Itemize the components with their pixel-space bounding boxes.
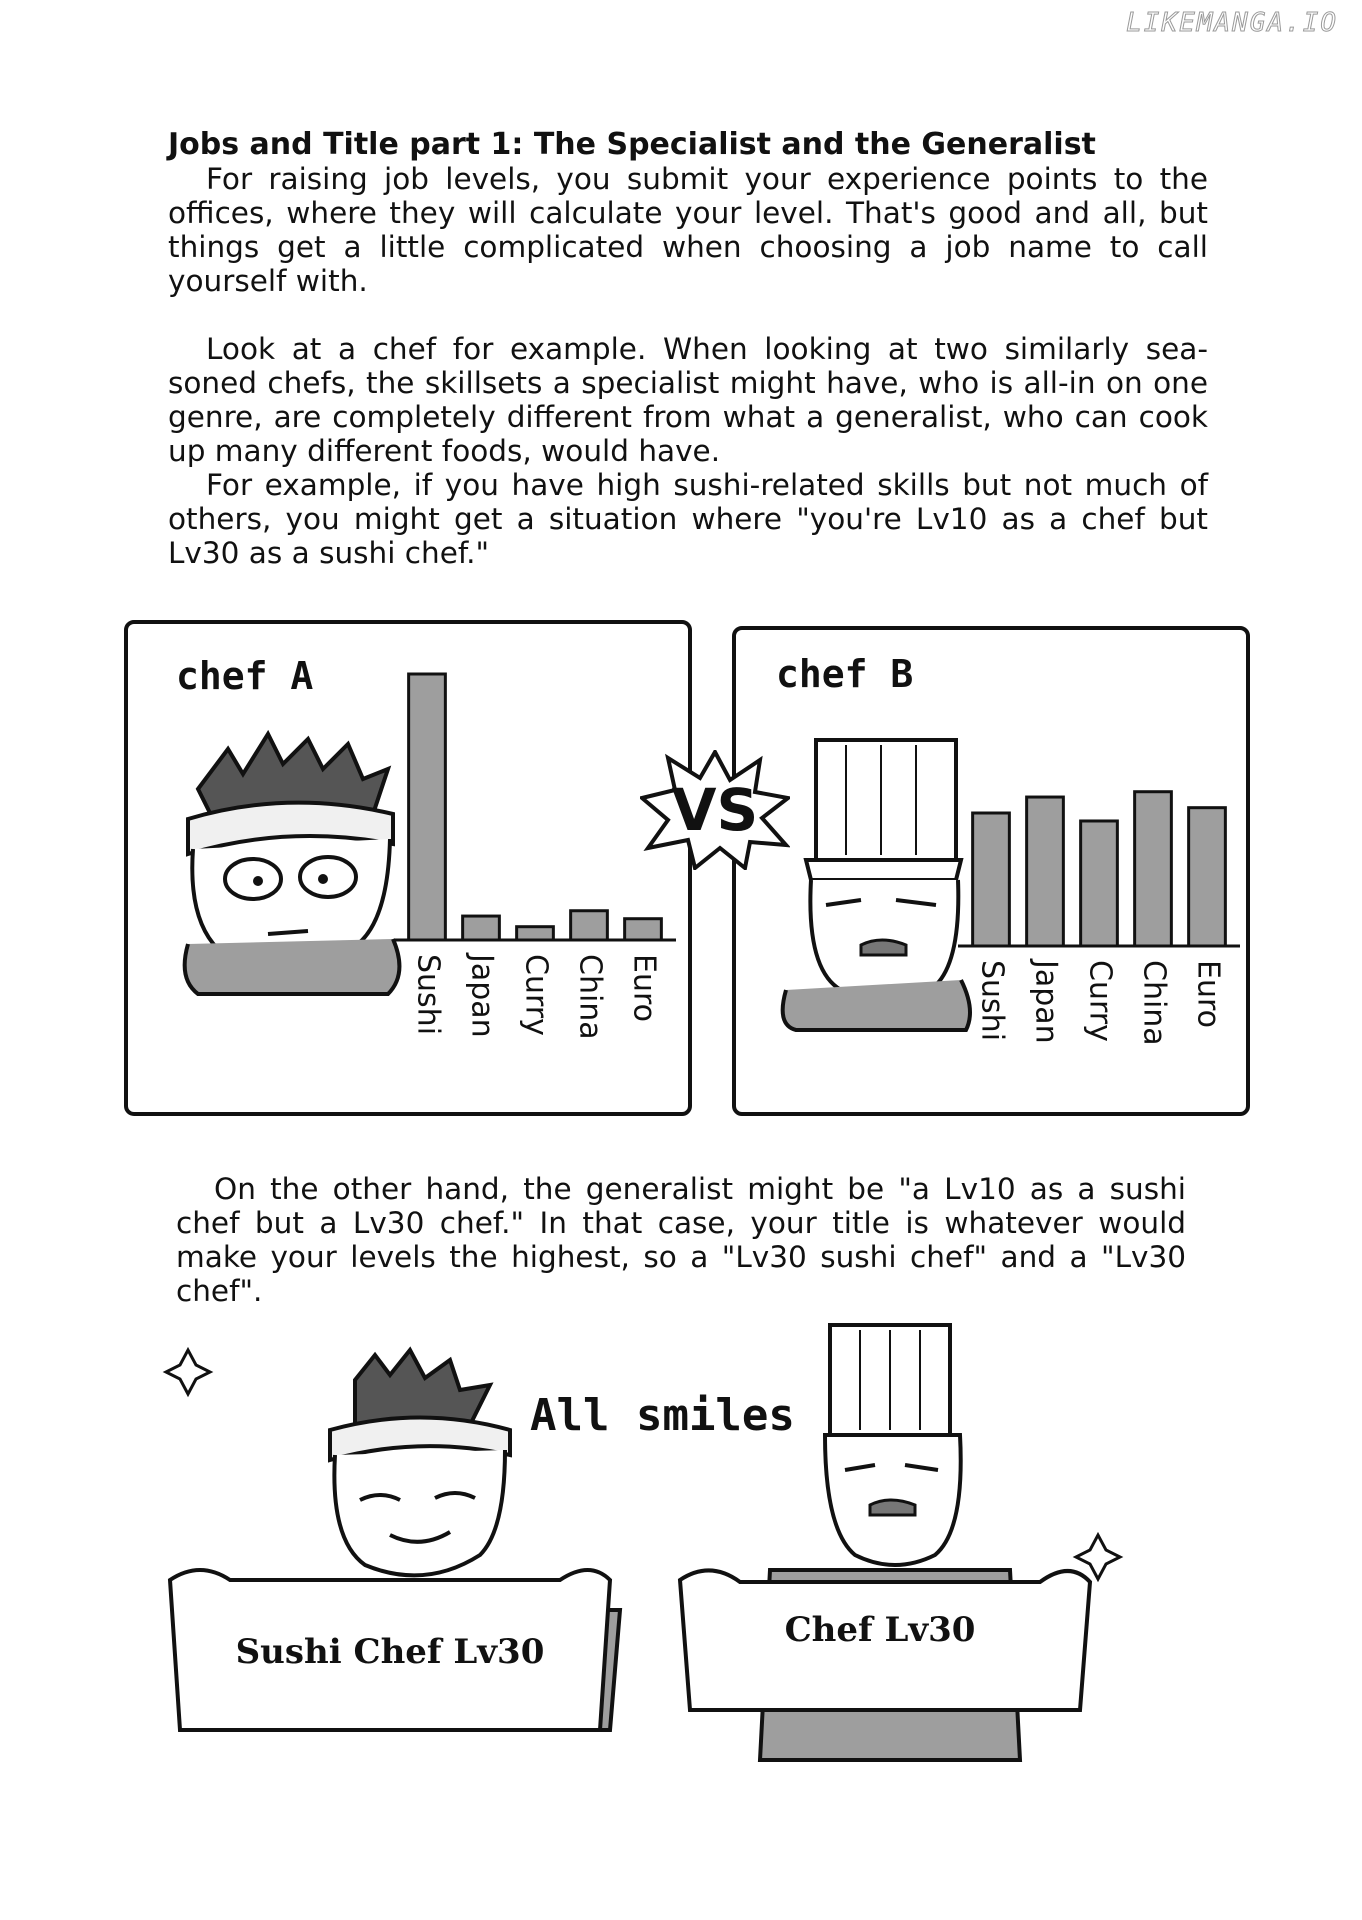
page-title: Jobs and Title part 1: The Specialist and the Generalist [168, 127, 1096, 162]
bar-euro [625, 919, 662, 940]
tick-label-curry: Curry [1082, 960, 1118, 1042]
panel-chef-b [732, 626, 1250, 1116]
tick-label-china: China [572, 954, 608, 1040]
paragraph-1: For raising job levels, you submit your experience points to the offices, where they will calculate your level. That's good and all, but things get a little complicated when choosing a job name to call yourself with. [168, 162, 1208, 298]
tick-label-euro: Euro [1190, 960, 1226, 1028]
sparkle-icon [1076, 1535, 1120, 1579]
vs-burst [640, 750, 790, 870]
chef-a-label: chef A [176, 654, 314, 698]
intro-text [168, 162, 1208, 570]
tick-label-euro: Euro [626, 954, 662, 1022]
tick-label-sushi: Sushi [410, 954, 446, 1036]
paragraph-4: On the other hand, the generalist might be "a Lv10 as a sushi chef but a Lv30 chef." In that case, your title is whatever would make your levels the highest, so a "Lv30 sushi chef" and a "Lv30 chef". [176, 1172, 1186, 1308]
bar-china [571, 911, 608, 940]
all-smiles-caption: All smiles [530, 1390, 795, 1441]
panel-chef-a [124, 620, 692, 1116]
paragraph-2: Look at a chef for example. When looking at two similarly sea-soned chefs, the skillsets a specialist might have, who is all-in on one genre, are completely different from what a generalist, who can cook up many different foods, would have. [168, 332, 1208, 468]
generalist-text [176, 1172, 1186, 1308]
bar-sushi [973, 813, 1010, 946]
sparkle-icon [166, 1350, 210, 1394]
vs-text: VS [671, 776, 759, 844]
watermark: LIKEMANGA.IO [1126, 8, 1338, 38]
chef-b-label: chef B [776, 652, 914, 696]
sign-sushi-chef: Sushi Chef Lv30 [235, 1632, 545, 1672]
tick-label-sushi: Sushi [974, 960, 1010, 1042]
bar-curry [1081, 821, 1118, 946]
bar-euro [1189, 808, 1226, 946]
tick-label-japan: Japan [464, 954, 500, 1038]
paragraph-3: For example, if you have high sushi-related skills but not much of others, you might get a situation where "you're Lv10 as a chef but Lv30 as a sushi chef." [168, 468, 1208, 570]
chef-b-smiling [670, 1320, 1110, 1770]
chef-a-portrait [158, 719, 418, 999]
tick-label-curry: Curry [518, 954, 554, 1036]
bar-sushi [409, 674, 446, 940]
bar-japan [463, 916, 500, 940]
bar-japan [1027, 797, 1064, 946]
chart-chef-a [390, 644, 680, 1074]
tick-label-japan: Japan [1028, 960, 1064, 1044]
bar-china [1135, 792, 1172, 946]
tick-label-china: China [1136, 960, 1172, 1046]
chef-a-smiling [170, 1350, 590, 1770]
chef-b-portrait [766, 730, 966, 1030]
bar-curry [517, 927, 554, 940]
chart-chef-b [954, 650, 1244, 1080]
sign-chef: Chef Lv30 [784, 1610, 976, 1650]
